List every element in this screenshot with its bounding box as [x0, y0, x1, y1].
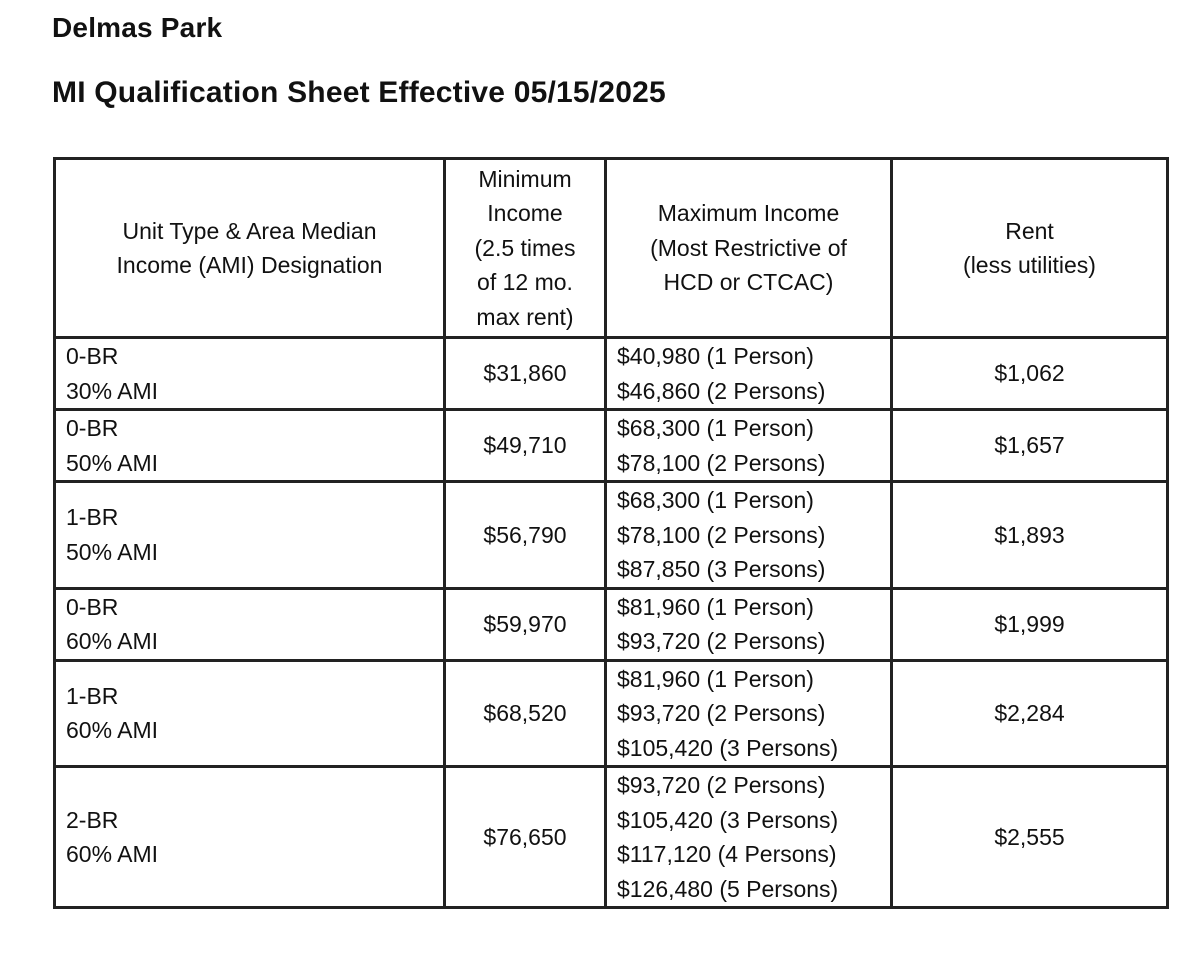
header-line: Maximum Income	[657, 200, 840, 227]
unit-type: 0-BR	[66, 343, 119, 369]
header-line: Rent	[1005, 217, 1054, 244]
header-maximum-income	[606, 159, 892, 338]
unit-type: 1-BR	[66, 682, 119, 709]
header-line: Income (AMI) Designation	[116, 252, 383, 278]
header-line: HCD or CTCAC)	[663, 269, 834, 296]
max-income-line: $81,960 (1 Person)	[617, 593, 814, 620]
page-subtitle: MI Qualification Sheet Effective 05/15/2025	[52, 76, 666, 109]
max-income-line: $126,480 (5 Persons)	[617, 875, 839, 902]
unit-type: 0-BR	[66, 415, 119, 441]
header-line: of 12 mo.	[477, 269, 573, 296]
minimum-income-cell: $76,650	[445, 767, 606, 908]
table-row	[55, 588, 1168, 660]
table-header-row	[55, 159, 1168, 338]
ami-designation: 30% AMI	[66, 377, 159, 404]
minimum-income-cell: $68,520	[445, 660, 606, 767]
max-income-line: $78,100 (2 Persons)	[617, 521, 826, 548]
ami-designation: 50% AMI	[66, 538, 159, 565]
maximum-income-cell	[606, 410, 892, 482]
unit-type: 1-BR	[66, 504, 119, 531]
table-row	[55, 767, 1168, 908]
max-income-line: $93,720 (2 Persons)	[617, 700, 826, 726]
max-income-line: $68,300 (1 Person)	[617, 415, 814, 441]
ami-designation: 60% AMI	[66, 628, 159, 654]
unit-type-cell	[55, 410, 445, 482]
maximum-income-cell	[606, 338, 892, 410]
header-line: Income	[487, 200, 563, 227]
max-income-line: $87,850 (3 Persons)	[617, 556, 826, 582]
max-income-line: $93,720 (2 Persons)	[617, 628, 826, 654]
maximum-income-cell	[606, 767, 892, 908]
rent-cell: $1,062	[892, 338, 1168, 410]
maximum-income-cell	[606, 588, 892, 660]
rent-cell: $1,893	[892, 482, 1168, 589]
minimum-income-cell: $59,970	[445, 588, 606, 660]
minimum-income-cell: $49,710	[445, 410, 606, 482]
max-income-line: $46,860 (2 Persons)	[617, 377, 826, 404]
unit-type: 0-BR	[66, 593, 119, 620]
header-line: (Most Restrictive of	[650, 234, 847, 261]
page-title: Delmas Park	[52, 12, 223, 43]
unit-type-cell	[55, 767, 445, 908]
header-rent	[892, 159, 1168, 338]
max-income-line: $40,980 (1 Person)	[617, 343, 814, 369]
ami-designation: 60% AMI	[66, 717, 159, 744]
minimum-income-cell: $56,790	[445, 482, 606, 589]
minimum-income-cell: $31,860	[445, 338, 606, 410]
header-line: (less utilities)	[963, 252, 1096, 278]
table-row	[55, 660, 1168, 767]
max-income-line: $105,420 (3 Persons)	[617, 734, 839, 761]
max-income-line: $81,960 (1 Person)	[617, 665, 814, 692]
table-row	[55, 338, 1168, 410]
max-income-line: $117,120 (4 Persons)	[617, 841, 837, 867]
unit-type-cell	[55, 588, 445, 660]
qualification-table	[53, 157, 1169, 909]
max-income-line: $105,420 (3 Persons)	[617, 806, 839, 833]
max-income-line: $78,100 (2 Persons)	[617, 449, 826, 476]
rent-cell: $2,555	[892, 767, 1168, 908]
header-line: (2.5 times	[474, 234, 576, 261]
maximum-income-cell	[606, 482, 892, 589]
header-unit-type	[55, 159, 445, 338]
table-row	[55, 482, 1168, 589]
unit-type: 2-BR	[66, 806, 119, 833]
rent-cell: $1,657	[892, 410, 1168, 482]
max-income-line: $93,720 (2 Persons)	[617, 772, 826, 798]
header-line: Unit Type & Area Median	[122, 217, 377, 244]
max-income-line: $68,300 (1 Person)	[617, 487, 814, 513]
unit-type-cell	[55, 482, 445, 589]
unit-type-cell	[55, 660, 445, 767]
header-minimum-income	[445, 159, 606, 338]
unit-type-cell	[55, 338, 445, 410]
header-line: Minimum	[478, 165, 572, 192]
table-row	[55, 410, 1168, 482]
maximum-income-cell	[606, 660, 892, 767]
ami-designation: 50% AMI	[66, 449, 159, 476]
rent-cell: $1,999	[892, 588, 1168, 660]
header-line: max rent)	[476, 303, 574, 330]
rent-cell: $2,284	[892, 660, 1168, 767]
ami-designation: 60% AMI	[66, 841, 159, 867]
